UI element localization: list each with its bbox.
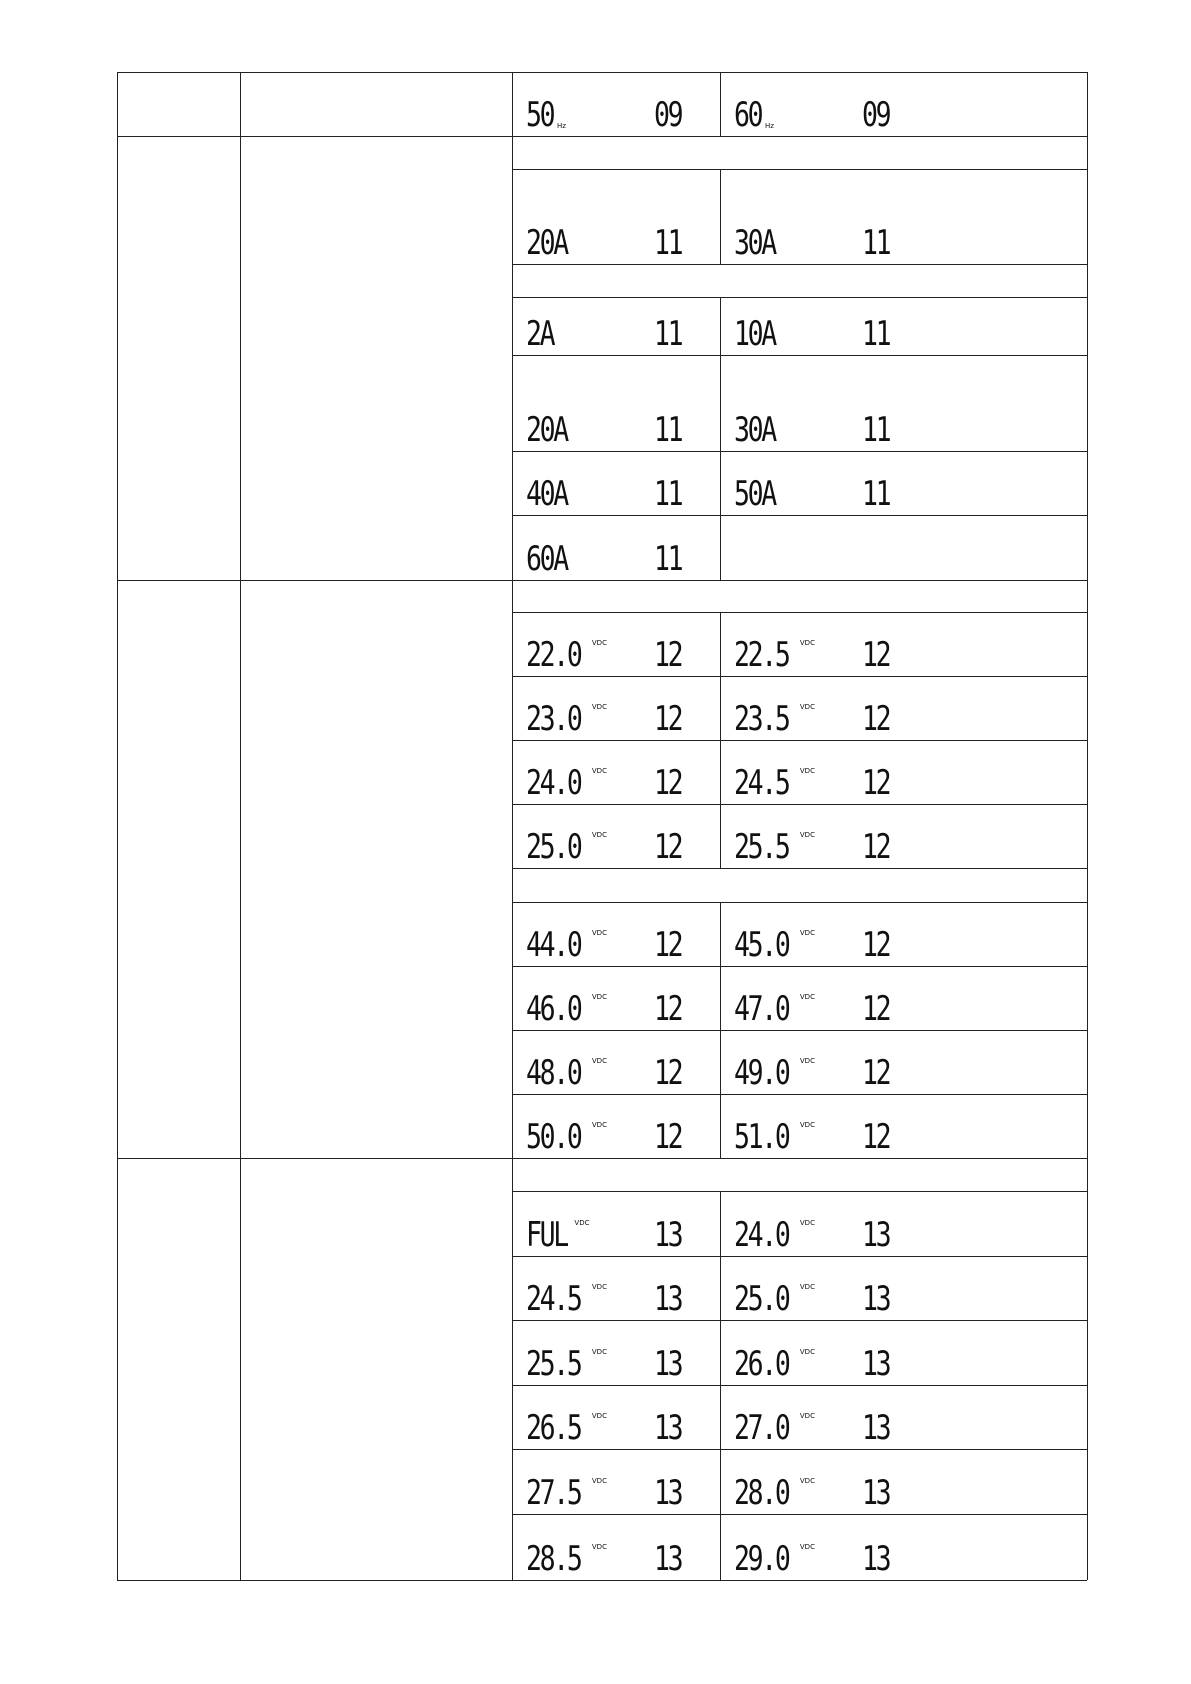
program-code: 12 <box>654 827 682 867</box>
lcd-value <box>734 1344 815 1384</box>
program-code: 12 <box>862 635 890 675</box>
lcd-value <box>734 989 815 1029</box>
lcd-value-text: 26.0 <box>734 1344 789 1384</box>
lcd-value <box>526 763 607 803</box>
lcd-unit: VDC <box>591 767 607 775</box>
program-code: 12 <box>862 1117 890 1157</box>
lcd-value-text: 22.0 <box>526 635 581 675</box>
program-code: 12 <box>654 635 682 675</box>
lcd-unit: VDC <box>574 1219 590 1227</box>
lcd-value <box>526 827 607 867</box>
column-divider <box>720 169 721 264</box>
lcd-value-text: 28.0 <box>734 1473 789 1513</box>
lcd-value <box>734 1215 815 1255</box>
lcd-unit: Hz <box>764 122 774 130</box>
lcd-value <box>526 1539 607 1579</box>
program-code: 12 <box>654 1117 682 1157</box>
row-divider <box>512 1449 1087 1450</box>
lcd-unit: VDC <box>799 1348 815 1356</box>
lcd-value <box>526 989 607 1029</box>
lcd-value-text: 26.5 <box>526 1408 581 1448</box>
lcd-setting-cell <box>514 1268 714 1318</box>
lcd-value-text: 10A <box>734 314 775 354</box>
program-code: 09 <box>862 95 890 135</box>
lcd-setting-cell <box>722 1397 922 1447</box>
lcd-setting-cell <box>722 752 922 802</box>
lcd-setting-cell <box>514 688 714 738</box>
lcd-value-text: 48.0 <box>526 1053 581 1093</box>
lcd-value-text: 30A <box>734 223 775 263</box>
lcd-value <box>734 1053 815 1093</box>
lcd-setting-cell <box>514 303 714 353</box>
lcd-value <box>526 1279 607 1319</box>
lcd-unit: VDC <box>799 1283 815 1291</box>
lcd-setting-cell <box>514 399 714 449</box>
lcd-value-text: 50.0 <box>526 1117 581 1157</box>
lcd-setting-cell <box>514 816 714 866</box>
program-code: 12 <box>654 763 682 803</box>
program-code: 11 <box>654 410 682 450</box>
lcd-value <box>526 410 578 450</box>
lcd-value-text: 60 <box>734 95 762 135</box>
lcd-setting-cell <box>514 1462 714 1512</box>
program-code: 11 <box>654 223 682 263</box>
lcd-unit: VDC <box>799 703 815 711</box>
lcd-setting-cell <box>722 624 922 674</box>
row-divider <box>512 1385 1087 1386</box>
column-divider <box>720 612 721 868</box>
lcd-unit: VDC <box>591 1348 607 1356</box>
lcd-value <box>734 699 815 739</box>
row-divider <box>512 868 1087 869</box>
program-code: 11 <box>862 223 890 263</box>
lcd-setting-cell <box>722 914 922 964</box>
lcd-setting-cell <box>722 816 922 866</box>
lcd-unit: VDC <box>591 1057 607 1065</box>
lcd-value-text: 47.0 <box>734 989 789 1029</box>
lcd-value-text: FUL <box>526 1215 567 1255</box>
row-divider <box>512 355 1087 356</box>
program-code: 13 <box>862 1408 890 1448</box>
lcd-value <box>526 1473 607 1513</box>
lcd-unit: VDC <box>591 1121 607 1129</box>
lcd-setting-cell <box>514 1106 714 1156</box>
lcd-setting-cell <box>514 914 714 964</box>
program-code: 13 <box>862 1279 890 1319</box>
lcd-setting-cell <box>722 463 922 513</box>
lcd-value-text: 23.5 <box>734 699 789 739</box>
lcd-setting-cell <box>722 1204 922 1254</box>
program-code: 11 <box>654 474 682 514</box>
lcd-unit: VDC <box>591 831 607 839</box>
program-code: 11 <box>862 410 890 450</box>
row-divider <box>512 676 1087 677</box>
lcd-setting-cell <box>514 212 714 262</box>
program-code: 12 <box>862 925 890 965</box>
program-code: 12 <box>862 699 890 739</box>
lcd-value-text: 50A <box>734 474 775 514</box>
program-code: 11 <box>862 474 890 514</box>
program-code: 13 <box>862 1539 890 1579</box>
lcd-unit: VDC <box>799 1477 815 1485</box>
lcd-setting-cell <box>722 1528 922 1578</box>
column-divider <box>720 72 721 136</box>
lcd-setting-cell <box>514 463 714 513</box>
lcd-unit: VDC <box>799 1543 815 1551</box>
program-code: 11 <box>654 539 682 579</box>
table-border <box>117 72 118 1580</box>
program-code: 13 <box>654 1408 682 1448</box>
lcd-value-text: 49.0 <box>734 1053 789 1093</box>
lcd-setting-cell <box>722 303 922 353</box>
lcd-value <box>734 635 815 675</box>
column-divider <box>720 902 721 1158</box>
lcd-value-text: 60A <box>526 539 567 579</box>
lcd-value <box>734 410 786 450</box>
lcd-value <box>734 474 786 514</box>
program-code: 12 <box>654 1053 682 1093</box>
lcd-value <box>734 827 815 867</box>
lcd-setting-cell <box>514 528 714 578</box>
lcd-unit: VDC <box>591 1543 607 1551</box>
lcd-value-text: 24.0 <box>734 1215 789 1255</box>
lcd-value-text: 25.5 <box>734 827 789 867</box>
lcd-value <box>526 1053 607 1093</box>
lcd-value-text: 27.5 <box>526 1473 581 1513</box>
program-code: 13 <box>654 1473 682 1513</box>
program-code: 12 <box>654 699 682 739</box>
lcd-setting-cell <box>722 1462 922 1512</box>
lcd-unit: VDC <box>591 1283 607 1291</box>
lcd-setting-cell <box>722 978 922 1028</box>
lcd-unit: VDC <box>799 1121 815 1129</box>
row-divider <box>512 1256 1087 1257</box>
table-border <box>1087 72 1088 1580</box>
table-border <box>240 72 241 1580</box>
lcd-setting-cell <box>514 84 714 134</box>
lcd-value <box>526 539 578 579</box>
lcd-value <box>734 1117 815 1157</box>
program-code: 13 <box>654 1215 682 1255</box>
lcd-setting-cell <box>514 978 714 1028</box>
lcd-setting-cell <box>722 1042 922 1092</box>
lcd-setting-cell <box>514 624 714 674</box>
lcd-setting-cell <box>722 399 922 449</box>
row-divider <box>512 740 1087 741</box>
lcd-value-text: 29.0 <box>734 1539 789 1579</box>
lcd-setting-cell <box>514 1528 714 1578</box>
lcd-unit: VDC <box>591 1477 607 1485</box>
lcd-value-text: 45.0 <box>734 925 789 965</box>
lcd-value <box>734 925 815 965</box>
row-divider <box>512 1191 1087 1192</box>
row-divider <box>512 1514 1087 1515</box>
lcd-value-text: 50 <box>526 95 554 135</box>
row-divider <box>512 169 1087 170</box>
lcd-value <box>734 223 786 263</box>
lcd-value <box>526 925 607 965</box>
lcd-unit: VDC <box>799 639 815 647</box>
row-divider <box>512 1030 1087 1031</box>
lcd-value-text: 30A <box>734 410 775 450</box>
lcd-unit: VDC <box>799 767 815 775</box>
row-divider <box>512 612 1087 613</box>
program-code: 12 <box>654 989 682 1029</box>
program-code: 12 <box>654 925 682 965</box>
lcd-value-text: 23.0 <box>526 699 581 739</box>
lcd-value <box>526 474 578 514</box>
lcd-setting-cell <box>722 1333 922 1383</box>
table-border <box>117 72 1087 73</box>
lcd-value <box>526 314 561 354</box>
lcd-value <box>734 314 786 354</box>
lcd-unit: VDC <box>799 1412 815 1420</box>
program-code: 13 <box>862 1215 890 1255</box>
lcd-value <box>526 1408 607 1448</box>
lcd-value <box>526 635 607 675</box>
lcd-unit: VDC <box>799 1057 815 1065</box>
lcd-unit: VDC <box>591 993 607 1001</box>
row-divider <box>512 966 1087 967</box>
row-divider <box>512 804 1087 805</box>
lcd-value-text: 25.5 <box>526 1344 581 1384</box>
lcd-setting-cell <box>722 84 922 134</box>
lcd-value-text: 51.0 <box>734 1117 789 1157</box>
lcd-value <box>734 95 774 135</box>
program-code: 12 <box>862 1053 890 1093</box>
row-divider <box>512 1094 1087 1095</box>
lcd-value <box>734 1408 815 1448</box>
table-border <box>512 72 513 1580</box>
program-code: 12 <box>862 827 890 867</box>
section-divider <box>117 1158 1087 1159</box>
lcd-value-text: 40A <box>526 474 567 514</box>
program-code: 13 <box>862 1473 890 1513</box>
row-divider <box>512 902 1087 903</box>
lcd-setting-cell <box>722 688 922 738</box>
column-divider <box>720 1191 721 1580</box>
row-divider <box>512 1320 1087 1321</box>
program-code: 13 <box>654 1279 682 1319</box>
lcd-value <box>734 1473 815 1513</box>
lcd-unit: VDC <box>799 831 815 839</box>
lcd-value-text: 25.0 <box>526 827 581 867</box>
lcd-value <box>526 1117 607 1157</box>
lcd-unit: VDC <box>591 639 607 647</box>
section-divider <box>117 136 1087 137</box>
lcd-value <box>526 95 566 135</box>
column-divider <box>720 297 721 580</box>
lcd-value-text: 22.5 <box>734 635 789 675</box>
section-divider <box>117 580 1087 581</box>
lcd-unit: VDC <box>799 1219 815 1227</box>
lcd-value-text: 2A <box>526 314 554 354</box>
lcd-setting-cell <box>722 1106 922 1156</box>
table-border <box>117 1580 1087 1581</box>
lcd-value-text: 24.5 <box>734 763 789 803</box>
lcd-value-text: 44.0 <box>526 925 581 965</box>
lcd-unit: VDC <box>799 929 815 937</box>
lcd-value-text: 24.0 <box>526 763 581 803</box>
lcd-value-text: 25.0 <box>734 1279 789 1319</box>
lcd-value <box>526 699 607 739</box>
row-divider <box>512 451 1087 452</box>
lcd-value-text: 46.0 <box>526 989 581 1029</box>
program-code: 12 <box>862 763 890 803</box>
lcd-setting-cell <box>514 1204 714 1254</box>
program-code: 11 <box>862 314 890 354</box>
row-divider <box>512 264 1087 265</box>
lcd-unit: VDC <box>591 703 607 711</box>
lcd-unit: VDC <box>591 1412 607 1420</box>
program-code: 13 <box>862 1344 890 1384</box>
lcd-value <box>734 1279 815 1319</box>
program-code: 13 <box>654 1539 682 1579</box>
lcd-value <box>734 1539 815 1579</box>
lcd-setting-cell <box>722 212 922 262</box>
lcd-value-text: 20A <box>526 223 567 263</box>
lcd-value-text: 28.5 <box>526 1539 581 1579</box>
program-code: 11 <box>654 314 682 354</box>
row-divider <box>512 515 1087 516</box>
lcd-unit: Hz <box>556 122 566 130</box>
lcd-setting-cell <box>514 1333 714 1383</box>
lcd-unit: VDC <box>591 929 607 937</box>
lcd-value <box>526 1344 607 1384</box>
lcd-value-text: 24.5 <box>526 1279 581 1319</box>
lcd-value <box>526 223 578 263</box>
lcd-setting-cell <box>514 752 714 802</box>
lcd-value <box>526 1215 590 1255</box>
lcd-value <box>734 763 815 803</box>
program-code: 09 <box>654 95 682 135</box>
lcd-unit: VDC <box>799 993 815 1001</box>
lcd-setting-cell <box>722 1268 922 1318</box>
program-code: 12 <box>862 989 890 1029</box>
lcd-value-text: 27.0 <box>734 1408 789 1448</box>
lcd-value-text: 20A <box>526 410 567 450</box>
lcd-setting-cell <box>514 1042 714 1092</box>
program-code: 13 <box>654 1344 682 1384</box>
lcd-setting-cell <box>514 1397 714 1447</box>
row-divider <box>512 297 1087 298</box>
